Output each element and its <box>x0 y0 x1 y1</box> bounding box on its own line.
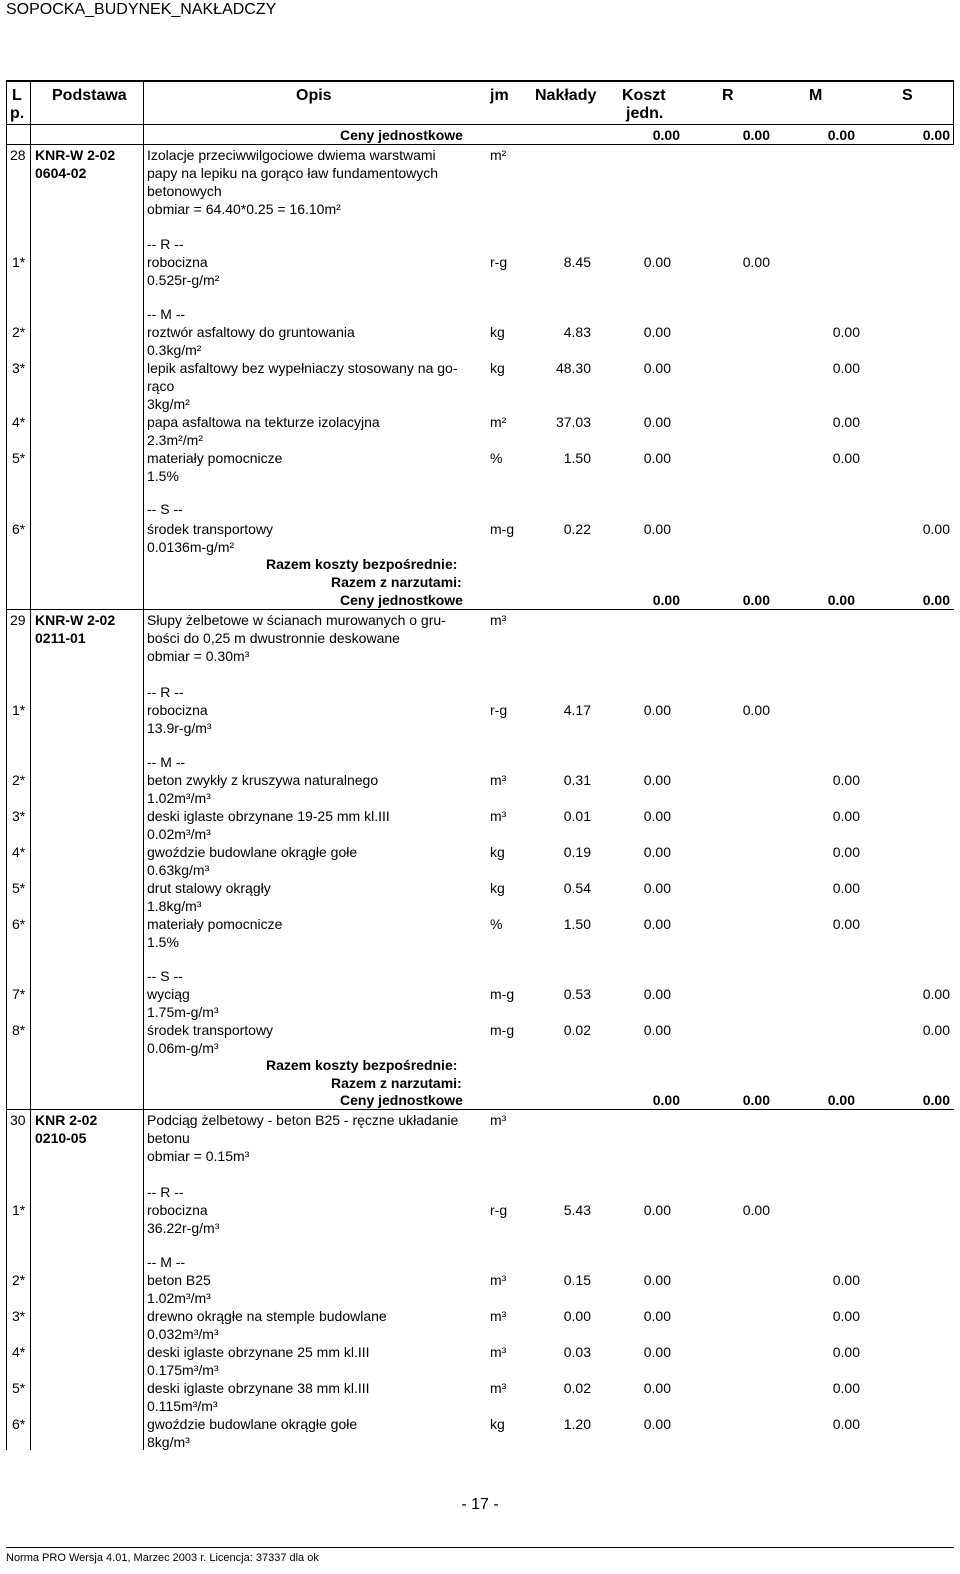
item-norm: 1.5% <box>147 934 179 950</box>
item-value: 0.00 <box>832 772 860 788</box>
item-unit-cost: 0.00 <box>643 1202 671 1218</box>
position-number: 28 <box>10 147 26 163</box>
group-label-s: -- S -- <box>147 501 183 517</box>
header-koszt-jedn: jedn. <box>626 105 664 122</box>
item-norm: 1.02m³/m³ <box>147 1290 211 1306</box>
header-podstawa: Podstawa <box>52 87 127 104</box>
position-description: Podciąg żelbetowy - beton B25 - ręczne układanie <box>147 1112 459 1128</box>
position-description: betonu <box>147 1130 190 1146</box>
item-lp: 7* <box>12 986 26 1002</box>
item-value: 0.00 <box>832 916 860 932</box>
item-norm: 0.032m³/m³ <box>147 1326 219 1342</box>
item-norm: 36.22r-g/m³ <box>147 1220 220 1236</box>
table-right-border <box>953 80 954 144</box>
group-label-m: -- M -- <box>147 306 186 322</box>
unit-price-koszt: 0.00 <box>652 1092 680 1108</box>
item-name: deski iglaste obrzynane 19-25 mm kl.III <box>147 808 390 824</box>
item-value: 0.00 <box>832 844 860 860</box>
item-lp: 6* <box>12 521 26 537</box>
item-quantity: 1.50 <box>563 450 591 466</box>
item-lp: 2* <box>12 772 26 788</box>
item-name: papa asfaltowa na tekturze izolacyjna <box>147 414 380 430</box>
item-lp: 3* <box>12 1308 26 1324</box>
unit-price-koszt: 0.00 <box>652 592 680 608</box>
item-unit-cost: 0.00 <box>643 521 671 537</box>
item-norm: 0.175m³/m³ <box>147 1362 219 1378</box>
item-quantity: 4.17 <box>563 702 591 718</box>
position-unit: m³ <box>490 612 507 628</box>
item-norm: 0.02m³/m³ <box>147 826 211 842</box>
item-unit: r-g <box>490 254 508 270</box>
item-name: materiały pomocnicze <box>147 450 283 466</box>
item-unit-cost: 0.00 <box>643 360 671 376</box>
item-lp: 1* <box>12 702 26 718</box>
item-name: środek transportowy <box>147 521 274 537</box>
section-divider <box>6 1109 954 1110</box>
item-value: 0.00 <box>832 360 860 376</box>
item-quantity: 4.83 <box>563 324 591 340</box>
position-number: 30 <box>10 1112 26 1128</box>
item-unit: r-g <box>490 1202 508 1218</box>
item-unit: % <box>490 450 503 466</box>
item-norm: 0.63kg/m³ <box>147 862 210 878</box>
position-measurement: obmiar = 0.15m³ <box>147 1148 250 1164</box>
item-unit: m³ <box>490 1344 507 1360</box>
table-top-border <box>6 80 954 82</box>
unit-price-s: 0.00 <box>922 1092 950 1108</box>
item-lp: 4* <box>12 1344 26 1360</box>
item-unit: m³ <box>490 1380 507 1396</box>
item-lp: 5* <box>12 1380 26 1396</box>
item-norm: 0.06m-g/m³ <box>147 1040 219 1056</box>
unit-price-koszt: 0.00 <box>652 127 680 143</box>
item-unit-cost: 0.00 <box>643 702 671 718</box>
position-unit: m² <box>490 147 507 163</box>
item-norm: 0.525r-g/m² <box>147 272 220 288</box>
item-quantity: 0.00 <box>563 1308 591 1324</box>
item-name: beton zwykły z kruszywa naturalnego <box>147 772 379 788</box>
group-label-m: -- M -- <box>147 1254 186 1270</box>
item-name: wyciąg <box>147 986 190 1002</box>
item-unit-cost: 0.00 <box>643 1022 671 1038</box>
item-name: deski iglaste obrzynane 25 mm kl.III <box>147 1344 370 1360</box>
group-label-r: -- R -- <box>147 1184 184 1200</box>
item-lp: 4* <box>12 844 26 860</box>
item-lp: 3* <box>12 360 26 376</box>
item-quantity: 0.53 <box>563 986 591 1002</box>
item-quantity: 0.19 <box>563 844 591 860</box>
item-name: deski iglaste obrzynane 38 mm kl.III <box>147 1380 370 1396</box>
item-quantity: 48.30 <box>555 360 591 376</box>
group-label-s: -- S -- <box>147 968 183 984</box>
item-unit-cost: 0.00 <box>643 916 671 932</box>
item-unit: m² <box>490 414 507 430</box>
position-description: Słupy żelbetowe w ścianach murowanych o gru- <box>147 612 446 628</box>
header-koszt: Koszt <box>622 87 666 104</box>
item-unit: kg <box>490 844 505 860</box>
position-description: papy na lepiku na gorąco ław fundamentowych <box>147 165 439 181</box>
unit-price-r: 0.00 <box>742 1092 770 1108</box>
item-unit-cost: 0.00 <box>643 844 671 860</box>
total-direct-label: Razem koszty bezpośrednie: <box>266 1057 458 1073</box>
item-lp: 1* <box>12 254 26 270</box>
item-unit: m³ <box>490 772 507 788</box>
header-jm: jm <box>490 87 509 104</box>
item-unit-cost: 0.00 <box>643 1380 671 1396</box>
item-quantity: 1.20 <box>563 1416 591 1432</box>
item-norm: 3kg/m² <box>147 396 190 412</box>
unit-price-s: 0.00 <box>922 127 950 143</box>
item-lp: 1* <box>12 1202 26 1218</box>
position-measurement: obmiar = 0.30m³ <box>147 648 250 664</box>
position-basis-code: 0211-01 <box>35 630 86 646</box>
page-header: SOPOCKA_BUDYNEK_NAKŁADCZY <box>6 1 277 18</box>
header-s: S <box>902 87 913 104</box>
item-lp: 6* <box>12 1416 26 1432</box>
header-bottom-border <box>6 124 954 125</box>
item-value: 0.00 <box>832 808 860 824</box>
total-overhead-label: Razem z narzutami: <box>331 1075 462 1091</box>
header-lp: L <box>12 87 22 104</box>
position-description: Izolacje przeciwwilgociowe dwiema warstwami <box>147 147 436 163</box>
item-value: 0.00 <box>742 702 770 718</box>
item-norm: 2.3m²/m² <box>147 432 203 448</box>
item-quantity: 0.01 <box>563 808 591 824</box>
page-number: - 17 - <box>461 1496 499 1513</box>
item-unit: m-g <box>490 1022 515 1038</box>
item-name: robocizna <box>147 702 208 718</box>
item-unit-cost: 0.00 <box>643 1344 671 1360</box>
item-quantity: 5.43 <box>563 1202 591 1218</box>
item-quantity: 0.02 <box>563 1380 591 1396</box>
item-quantity: 0.15 <box>563 1272 591 1288</box>
header-naklady: Nakłady <box>535 87 597 104</box>
item-unit: kg <box>490 324 505 340</box>
group-label-m: -- M -- <box>147 754 186 770</box>
item-norm: 8kg/m³ <box>147 1434 190 1450</box>
group-label-r: -- R -- <box>147 236 184 252</box>
item-quantity: 0.02 <box>563 1022 591 1038</box>
item-unit-cost: 0.00 <box>643 808 671 824</box>
item-lp: 5* <box>12 450 26 466</box>
item-name: robocizna <box>147 254 208 270</box>
item-norm: 1.8kg/m³ <box>147 898 202 914</box>
item-name: gwoździe budowlane okrągłe gołe <box>147 1416 358 1432</box>
item-quantity: 0.22 <box>563 521 591 537</box>
item-lp: 2* <box>12 1272 26 1288</box>
item-quantity: 8.45 <box>563 254 591 270</box>
item-name: gwoździe budowlane okrągłe gołe <box>147 844 358 860</box>
item-name: środek transportowy <box>147 1022 274 1038</box>
unit-price-m: 0.00 <box>827 1092 855 1108</box>
item-norm: 0.115m³/m³ <box>147 1398 218 1414</box>
item-value: 0.00 <box>832 414 860 430</box>
table-left-border <box>6 80 7 1450</box>
item-unit-cost: 0.00 <box>643 986 671 1002</box>
item-value: 0.00 <box>832 1344 860 1360</box>
item-value: 0.00 <box>742 254 770 270</box>
item-value: 0.00 <box>832 880 860 896</box>
item-value: 0.00 <box>832 1380 860 1396</box>
item-lp: 3* <box>12 808 26 824</box>
item-unit: % <box>490 916 503 932</box>
position-number: 29 <box>10 612 26 628</box>
item-lp: 6* <box>12 916 26 932</box>
unit-prices-label: Ceny jednostkowe <box>340 592 463 608</box>
item-name: roztwór asfaltowy do gruntowania <box>147 324 355 340</box>
item-quantity: 1.50 <box>563 916 591 932</box>
item-lp: 4* <box>12 414 26 430</box>
unit-price-m: 0.00 <box>827 127 855 143</box>
item-quantity: 37.03 <box>555 414 591 430</box>
item-lp: 5* <box>12 880 26 896</box>
item-unit: kg <box>490 1416 505 1432</box>
item-value: 0.00 <box>832 1272 860 1288</box>
unit-price-r: 0.00 <box>742 592 770 608</box>
item-unit-cost: 0.00 <box>643 1308 671 1324</box>
section-divider <box>6 609 954 610</box>
item-unit: kg <box>490 360 505 376</box>
item-lp: 8* <box>12 1022 26 1038</box>
item-unit-cost: 0.00 <box>643 450 671 466</box>
item-value: 0.00 <box>922 521 950 537</box>
column-divider-podstawa <box>143 80 144 1450</box>
item-name: lepik asfaltowy bez wypełniaczy stosowany na go- <box>147 360 458 376</box>
position-basis: KNR 2-02 <box>35 1112 98 1128</box>
item-unit: m³ <box>490 1272 507 1288</box>
unit-price-r: 0.00 <box>742 127 770 143</box>
item-unit-cost: 0.00 <box>643 1416 671 1432</box>
item-value: 0.00 <box>832 450 860 466</box>
position-basis-code: 0210-05 <box>35 1130 87 1146</box>
position-basis-code: 0604-02 <box>35 165 87 181</box>
item-unit: m³ <box>490 808 507 824</box>
item-name: drewno okrągłe na stemple budowlane <box>147 1308 387 1324</box>
item-norm: 13.9r-g/m³ <box>147 720 212 736</box>
item-unit: m-g <box>490 986 515 1002</box>
footer-text: Norma PRO Wersja 4.01, Marzec 2003 r. Licencja: 37337 dla ok <box>6 1552 319 1564</box>
item-value: 0.00 <box>832 1416 860 1432</box>
item-name: beton B25 <box>147 1272 211 1288</box>
header-r: R <box>722 87 734 104</box>
item-unit-cost: 0.00 <box>643 414 671 430</box>
item-value: 0.00 <box>742 1202 770 1218</box>
item-norm: 0.0136m-g/m² <box>147 539 235 555</box>
unit-price-m: 0.00 <box>827 592 855 608</box>
item-unit-cost: 0.00 <box>643 772 671 788</box>
unit-prices-label: Ceny jednostkowe <box>340 127 463 143</box>
item-unit-cost: 0.00 <box>643 324 671 340</box>
total-overhead-label: Razem z narzutami: <box>331 574 462 590</box>
item-unit: m-g <box>490 521 515 537</box>
item-quantity: 0.54 <box>563 880 591 896</box>
section-divider <box>6 144 954 145</box>
item-value: 0.00 <box>832 1308 860 1324</box>
group-label-r: -- R -- <box>147 684 184 700</box>
item-value: 0.00 <box>922 986 950 1002</box>
item-unit: m³ <box>490 1308 507 1324</box>
header-lp-2: p. <box>10 105 25 122</box>
item-unit-cost: 0.00 <box>643 880 671 896</box>
item-unit-cost: 0.00 <box>643 254 671 270</box>
position-description: bości do 0,25 m dwustronnie deskowane <box>147 630 400 646</box>
header-opis: Opis <box>296 87 332 104</box>
item-quantity: 0.31 <box>563 772 591 788</box>
column-divider-lp <box>30 80 31 1450</box>
item-quantity: 0.03 <box>563 1344 591 1360</box>
position-unit: m³ <box>490 1112 507 1128</box>
item-name: drut stalowy okrągły <box>147 880 271 896</box>
item-unit: kg <box>490 880 505 896</box>
unit-prices-label: Ceny jednostkowe <box>340 1092 463 1108</box>
footer-rule <box>6 1547 954 1548</box>
item-value: 0.00 <box>922 1022 950 1038</box>
item-norm: 1.5% <box>147 468 179 484</box>
item-norm: 1.02m³/m³ <box>147 790 211 806</box>
item-name: robocizna <box>147 1202 208 1218</box>
position-basis: KNR-W 2-02 <box>35 612 116 628</box>
item-name: materiały pomocnicze <box>147 916 283 932</box>
total-direct-label: Razem koszty bezpośrednie: <box>266 556 458 572</box>
item-norm: 1.75m-g/m³ <box>147 1004 219 1020</box>
item-unit: r-g <box>490 702 508 718</box>
item-lp: 2* <box>12 324 26 340</box>
position-description: betonowych <box>147 183 222 199</box>
item-unit-cost: 0.00 <box>643 1272 671 1288</box>
position-measurement: obmiar = 64.40*0.25 = 16.10m² <box>147 201 341 217</box>
position-basis: KNR-W 2-02 <box>35 147 116 163</box>
item-name: rąco <box>147 378 175 394</box>
item-norm: 0.3kg/m² <box>147 342 202 358</box>
header-m: M <box>809 87 823 104</box>
unit-price-s: 0.00 <box>922 592 950 608</box>
item-value: 0.00 <box>832 324 860 340</box>
